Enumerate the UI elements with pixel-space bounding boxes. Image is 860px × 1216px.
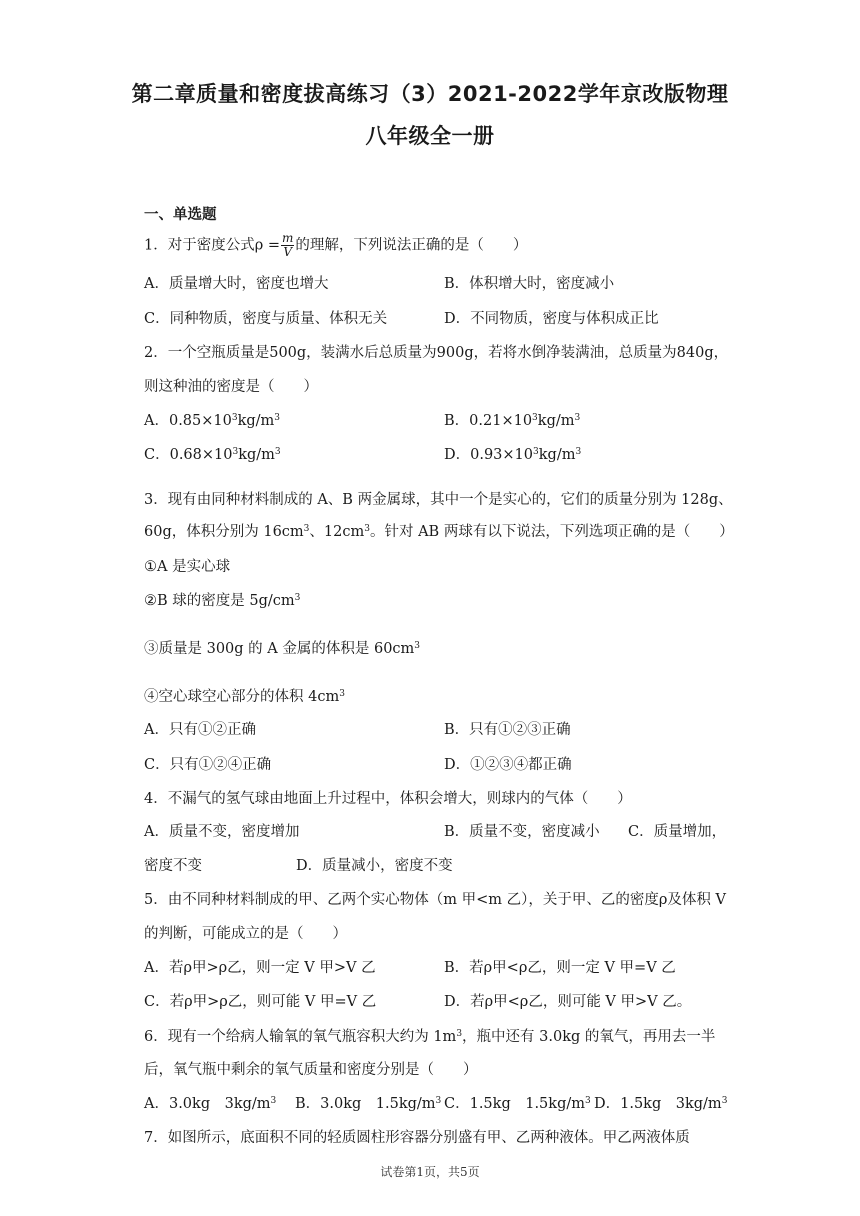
q3-option-c: C．只有①②④正确 [144, 757, 272, 773]
page-footer: 试卷第1页，共5页 [380, 1165, 480, 1179]
q6-option-a: A．3.0kg $3kg/m^3$ [144, 1096, 277, 1112]
title-line-2: 八年级全一册 [365, 124, 495, 148]
question-3-line-2: 60g，体积分别为 $16cm^3$、$12cm^3$。针对 AB 两球有以下说法，下列选项正确的是（ ） [144, 524, 734, 540]
q1-option-c: C．同种物质，密度与质量、体积无关 [144, 311, 388, 327]
question-2-line-2: 则这种油的密度是（ ） [144, 379, 318, 395]
q4-option-d: D．质量减小，密度不变 [296, 858, 453, 874]
q6-option-d: D．1.5kg $3kg/m^3$ [594, 1096, 728, 1112]
question-6-line-2: 后，氧气瓶中剩余的氧气质量和密度分别是（ ） [144, 1062, 478, 1078]
question-1-stem: 1．对于密度公式ρ = $\frac{m}{V}$ 的理解，下列说法正确的是（ ） [144, 231, 528, 259]
q4-option-c: C．质量增加， [628, 824, 727, 840]
title-line-1: 第二章质量和密度拔高练习（3）2021-2022学年京改版物理 [131, 82, 729, 106]
q3-option-a: A．只有①②正确 [144, 722, 256, 738]
q4-option-c-continued: 密度不变 [144, 858, 202, 874]
q3-statement-2: ②B 球的密度是 $5g/cm^3$ [144, 593, 301, 609]
q1-option-d: D．不同物质，密度与体积成正比 [444, 311, 659, 327]
q5-option-d: D．若ρ甲<ρ乙，则可能 V 甲>V 乙。 [444, 994, 692, 1010]
question-4-line-1: 4．不漏气的氢气球由地面上升过程中，体积会增大，则球内的气体（ ） [144, 791, 632, 807]
q5-option-a: A．若ρ甲>ρ乙，则一定 V 甲>V 乙 [144, 960, 376, 976]
section-heading: 一、单选题 [144, 207, 217, 223]
q2-option-a: A．$0.85\times 10^3kg/m^3$ [144, 413, 281, 429]
q3-statement-3: ③质量是 300g 的 A 金属的体积是 $60cm^3$ [144, 641, 421, 657]
q6-option-b: B．3.0kg $1.5kg/m^3$ [295, 1096, 442, 1112]
question-7-line-1: 7．如图所示，底面积不同的轻质圆柱形容器分别盛有甲、乙两种液体。甲乙两液体质 [144, 1130, 690, 1146]
question-6-line-1: 6．现有一个给病人输氧的氧气瓶容积大约为 $1m^3$，瓶中还有 3.0kg 的氧气，再用去一半 [144, 1029, 716, 1045]
q4-option-b: B．质量不变，密度减小 [444, 824, 600, 840]
q1-option-a: A．质量增大时，密度也增大 [144, 276, 329, 292]
question-3-line-1: 3．现有由同种材料制成的 A、B 两金属球，其中一个是实心的，它们的质量分别为 128g、 [144, 492, 733, 508]
q2-option-d: D．$0.93\times 10^3kg/m^3$ [444, 447, 582, 463]
question-5-line-2: 的判断，可能成立的是（ ） [144, 926, 347, 942]
q4-option-a: A．质量不变，密度增加 [144, 824, 300, 840]
q2-option-c: C．$0.68\times 10^3kg/m^3$ [144, 447, 281, 463]
q2-option-b: B．$0.21\times 10^3kg/m^3$ [444, 413, 581, 429]
question-2-line-1: 2．一个空瓶质量是500g，装满水后总质量为900g，若将水倒净装满油，总质量为840g， [144, 345, 729, 361]
question-5-line-1: 5．由不同种材料制成的甲、乙两个实心物体（m 甲<m 乙），关于甲、乙的密度ρ及体积 V [144, 892, 726, 908]
q3-statement-4: ④空心球空心部分的体积 $4cm^3$ [144, 689, 345, 705]
density-formula-fraction: $\frac{m}{V}$ [282, 231, 294, 259]
q1-option-b: B．体积增大时，密度减小 [444, 276, 615, 292]
q6-option-c: C．1.5kg $1.5kg/m^3$ [444, 1096, 591, 1112]
q5-option-c: C．若ρ甲>ρ乙，则可能 V 甲=V 乙 [144, 994, 377, 1010]
q3-option-b: B．只有①②③正确 [444, 722, 571, 738]
q5-option-b: B．若ρ甲<ρ乙，则一定 V 甲=V 乙 [444, 960, 676, 976]
q3-statement-1: ①A 是实心球 [144, 559, 231, 575]
q3-option-d: D．①②③④都正确 [444, 757, 572, 773]
